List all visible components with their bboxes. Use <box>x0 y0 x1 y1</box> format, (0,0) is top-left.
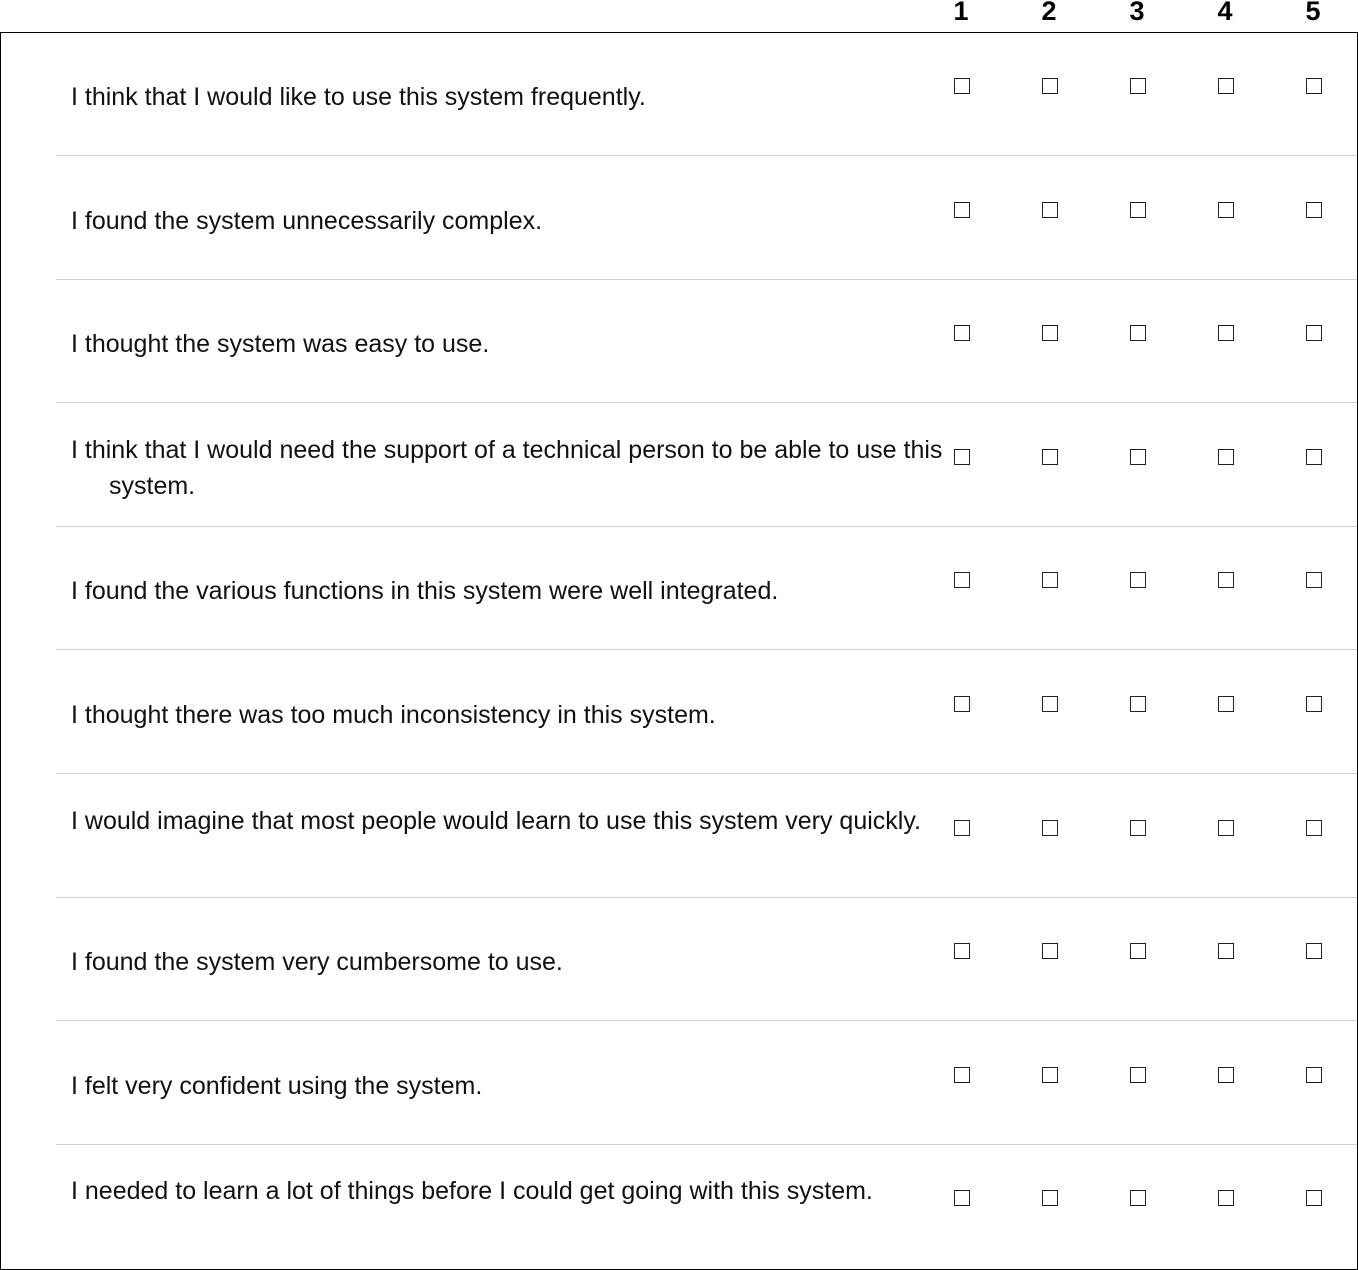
rating-checkbox-1[interactable] <box>954 1190 970 1206</box>
rating-checkbox-1[interactable] <box>954 820 970 836</box>
rating-checkbox-4[interactable] <box>1218 1190 1234 1206</box>
survey-item-row <box>1 1145 1357 1268</box>
survey-item-text: I think that I would need the support of a technical person to be able to use this system. <box>71 436 943 500</box>
rating-checkbox-2[interactable] <box>1042 202 1058 218</box>
rating-checkbox-4[interactable] <box>1218 820 1234 836</box>
row-divider <box>56 155 1357 156</box>
survey-item-row <box>1 280 1357 403</box>
rating-checkbox-3[interactable] <box>1130 572 1146 588</box>
survey-table <box>0 32 1358 1270</box>
rating-checkbox-4[interactable] <box>1218 696 1234 712</box>
rating-checkbox-2[interactable] <box>1042 820 1058 836</box>
scale-header <box>0 0 1358 32</box>
row-divider <box>56 1020 1357 1021</box>
rating-checkbox-5[interactable] <box>1306 696 1322 712</box>
survey-item-row <box>1 404 1357 527</box>
rating-checkbox-4[interactable] <box>1218 943 1234 959</box>
rating-checkbox-1[interactable] <box>954 449 970 465</box>
rating-checkbox-5[interactable] <box>1306 78 1322 94</box>
rating-checkbox-5[interactable] <box>1306 943 1322 959</box>
rating-checkbox-5[interactable] <box>1306 820 1322 836</box>
rating-checkbox-3[interactable] <box>1130 78 1146 94</box>
rating-checkbox-3[interactable] <box>1130 1067 1146 1083</box>
survey-item-row <box>1 775 1357 898</box>
rating-checkbox-1[interactable] <box>954 696 970 712</box>
rating-checkbox-3[interactable] <box>1130 820 1146 836</box>
rating-checkbox-1[interactable] <box>954 202 970 218</box>
rating-checkbox-4[interactable] <box>1218 202 1234 218</box>
rating-checkbox-2[interactable] <box>1042 1067 1058 1083</box>
rating-checkbox-5[interactable] <box>1306 1067 1322 1083</box>
survey-item-text: I would imagine that most people would learn to use this system very quickly. <box>71 807 921 835</box>
rating-checkbox-1[interactable] <box>954 1067 970 1083</box>
survey-item-text: I needed to learn a lot of things before I could get going with this system. <box>71 1177 873 1205</box>
rating-checkbox-2[interactable] <box>1042 449 1058 465</box>
rating-checkbox-3[interactable] <box>1130 943 1146 959</box>
rating-checkbox-2[interactable] <box>1042 943 1058 959</box>
survey-item-text: I felt very confident using the system. <box>71 1072 483 1100</box>
rating-checkbox-3[interactable] <box>1130 449 1146 465</box>
scale-label-5: 5 <box>1305 0 1321 26</box>
scale-label-3: 3 <box>1129 0 1145 26</box>
survey-item-row <box>1 157 1357 280</box>
rating-checkbox-4[interactable] <box>1218 78 1234 94</box>
rating-checkbox-2[interactable] <box>1042 572 1058 588</box>
rating-checkbox-5[interactable] <box>1306 325 1322 341</box>
scale-label-1: 1 <box>953 0 969 26</box>
rating-checkbox-3[interactable] <box>1130 325 1146 341</box>
row-divider <box>56 649 1357 650</box>
survey-item-row <box>1 527 1357 650</box>
rating-checkbox-2[interactable] <box>1042 78 1058 94</box>
survey-item-text: I found the various functions in this system were well integrated. <box>71 577 779 605</box>
survey-item-text: I think that I would like to use this system frequently. <box>71 83 646 111</box>
rating-checkbox-3[interactable] <box>1130 696 1146 712</box>
rating-checkbox-3[interactable] <box>1130 202 1146 218</box>
survey-item-row <box>1 33 1357 156</box>
rating-checkbox-1[interactable] <box>954 78 970 94</box>
rating-checkbox-5[interactable] <box>1306 572 1322 588</box>
scale-label-2: 2 <box>1041 0 1057 26</box>
scale-label-4: 4 <box>1217 0 1233 26</box>
rating-checkbox-5[interactable] <box>1306 1190 1322 1206</box>
row-divider <box>56 402 1357 403</box>
rating-checkbox-2[interactable] <box>1042 696 1058 712</box>
rating-checkbox-5[interactable] <box>1306 202 1322 218</box>
survey-item-text: I thought there was too much inconsistency in this system. <box>71 701 716 729</box>
survey-item-row <box>1 651 1357 774</box>
rating-checkbox-1[interactable] <box>954 325 970 341</box>
survey-item-text: I thought the system was easy to use. <box>71 330 490 358</box>
rating-checkbox-5[interactable] <box>1306 449 1322 465</box>
survey-item-text: I found the system very cumbersome to use. <box>71 948 563 976</box>
rating-checkbox-1[interactable] <box>954 572 970 588</box>
survey-item-row <box>1 1022 1357 1145</box>
rating-checkbox-2[interactable] <box>1042 325 1058 341</box>
rating-checkbox-4[interactable] <box>1218 449 1234 465</box>
rating-checkbox-4[interactable] <box>1218 1067 1234 1083</box>
rating-checkbox-2[interactable] <box>1042 1190 1058 1206</box>
rating-checkbox-1[interactable] <box>954 943 970 959</box>
survey-item-row <box>1 898 1357 1021</box>
row-divider <box>56 773 1357 774</box>
rating-checkbox-4[interactable] <box>1218 325 1234 341</box>
rating-checkbox-4[interactable] <box>1218 572 1234 588</box>
rating-checkbox-3[interactable] <box>1130 1190 1146 1206</box>
survey-item-text: I found the system unnecessarily complex. <box>71 207 543 235</box>
